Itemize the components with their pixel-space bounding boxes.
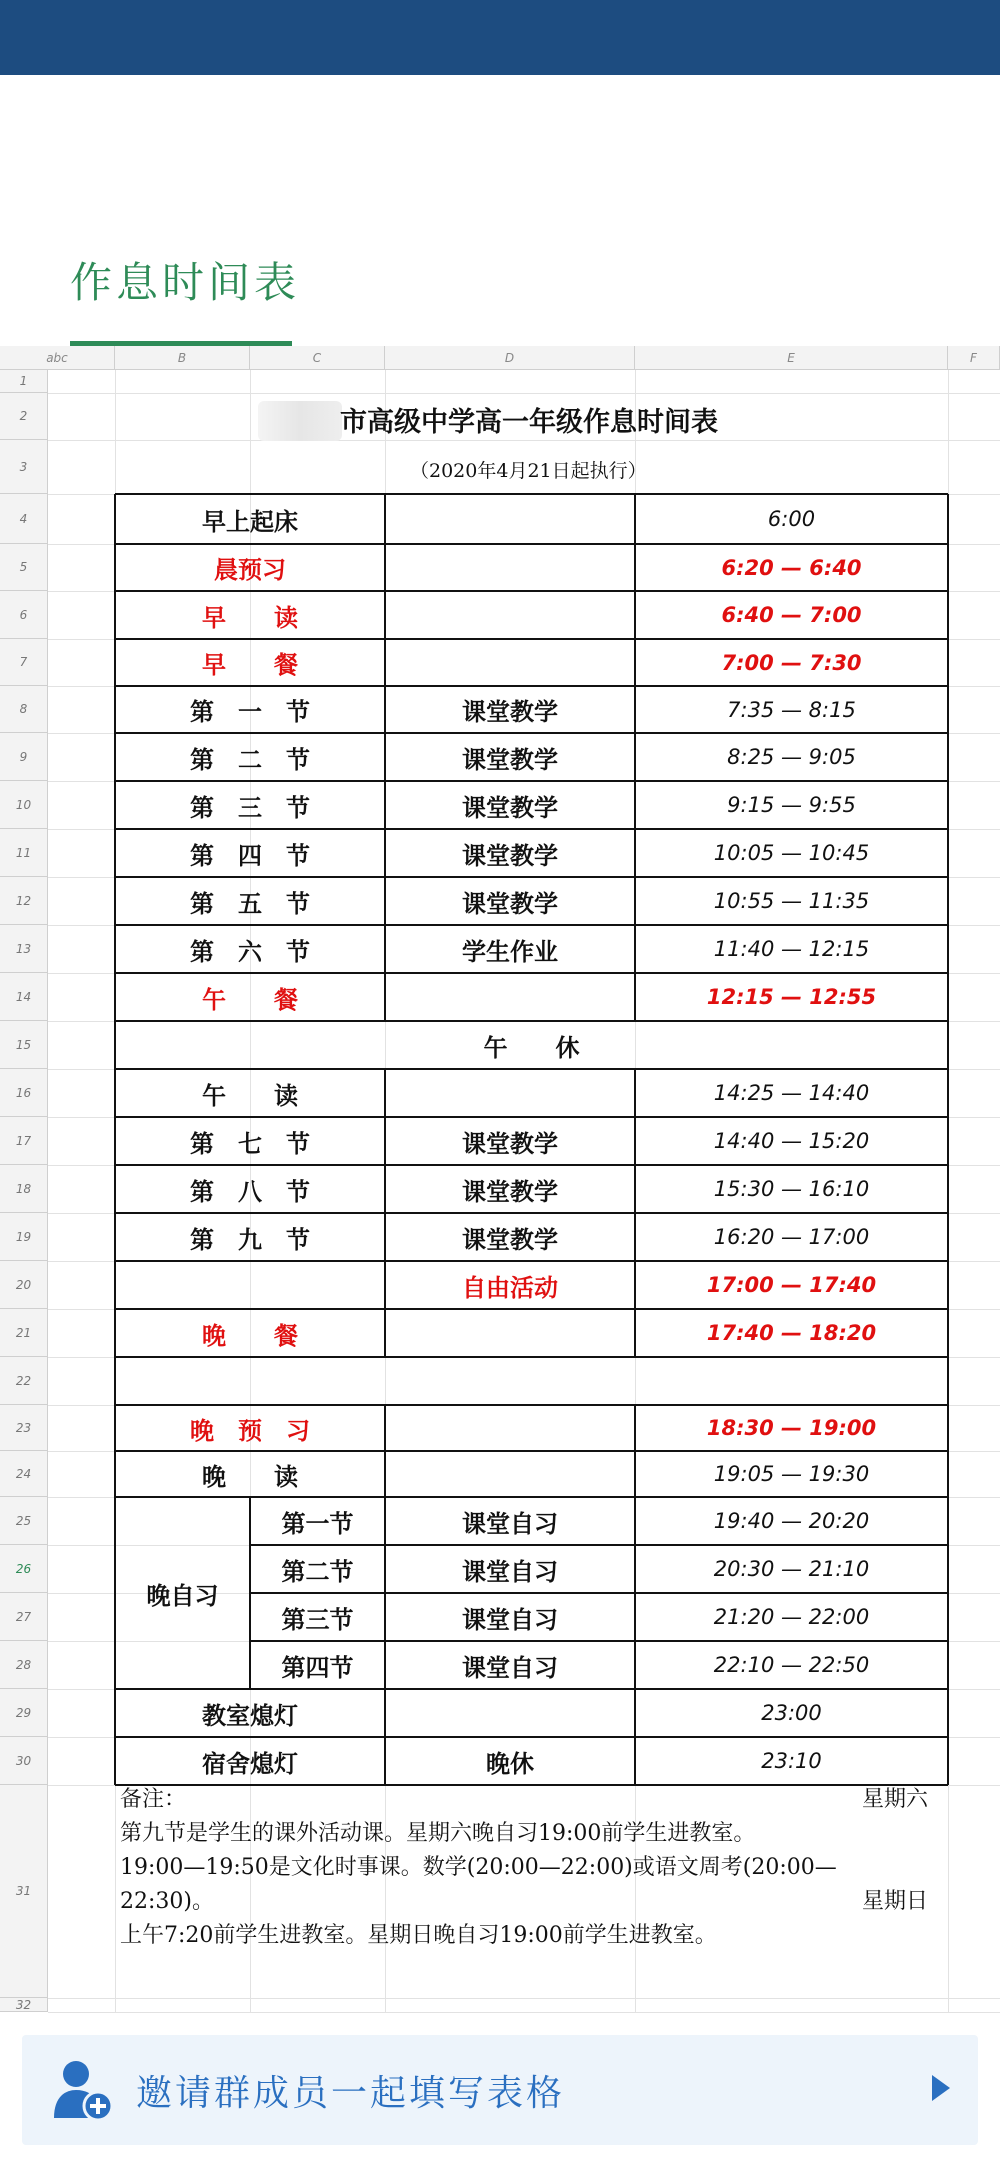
- row-header[interactable]: 29: [0, 1689, 48, 1737]
- schedule-name-cell[interactable]: 宿舍熄灯: [202, 1748, 298, 1778]
- table-border: [384, 591, 386, 639]
- row-header[interactable]: 4: [0, 494, 48, 544]
- notes: [120, 1783, 940, 1953]
- invite-members-button[interactable]: [22, 2035, 978, 2145]
- table-border: [115, 1688, 948, 1690]
- schedule-name-cell[interactable]: 第 八 节: [190, 1176, 310, 1206]
- table-border: [115, 732, 948, 734]
- schedule-activity-cell[interactable]: 课堂教学: [462, 697, 558, 726]
- evening-study-label[interactable]: 晚自习: [146, 1580, 219, 1610]
- row-header[interactable]: 15: [0, 1021, 48, 1069]
- evening-activity-cell[interactable]: 课堂自习: [462, 1556, 558, 1586]
- row-header[interactable]: 21: [0, 1309, 48, 1357]
- row-header[interactable]: 6: [0, 591, 48, 639]
- table-border: [115, 1356, 948, 1358]
- table-border: [384, 1497, 386, 1545]
- row-header[interactable]: 26: [0, 1545, 48, 1593]
- row-header[interactable]: 22: [0, 1357, 48, 1405]
- schedule-activity-cell[interactable]: 课堂教学: [462, 744, 558, 774]
- column-header[interactable]: D: [385, 346, 635, 370]
- table-border: [115, 924, 948, 926]
- row-header[interactable]: 20: [0, 1261, 48, 1309]
- table-border: [634, 1261, 636, 1309]
- table-border: [384, 1545, 386, 1593]
- table-border: [384, 877, 386, 925]
- table-border: [115, 685, 948, 687]
- table-border: [947, 494, 949, 1785]
- table-border: [384, 544, 386, 591]
- row-header[interactable]: 19: [0, 1213, 48, 1261]
- table-border: [384, 1593, 386, 1641]
- row-header[interactable]: 28: [0, 1641, 48, 1689]
- table-border: [115, 876, 948, 878]
- schedule-activity-cell[interactable]: [385, 1405, 635, 1451]
- schedule-name-cell[interactable]: 早上起床: [202, 506, 298, 536]
- evening-time-cell[interactable]: 19:40 — 20:20: [713, 1509, 870, 1533]
- notes-heading: 备注：: [120, 1787, 187, 1812]
- schedule-activity-cell[interactable]: [385, 591, 635, 639]
- schedule-name-cell[interactable]: 第 六 节: [190, 936, 310, 966]
- schedule-activity-cell[interactable]: [385, 639, 635, 686]
- row-header[interactable]: 13: [0, 925, 48, 973]
- row-header[interactable]: 3: [0, 440, 48, 494]
- table-border: [384, 1405, 386, 1451]
- table-border: [634, 639, 636, 686]
- table-border: [634, 1069, 636, 1117]
- table-border: [384, 639, 386, 686]
- table-border: [384, 1261, 386, 1309]
- table-border: [384, 686, 386, 733]
- schedule-name-cell[interactable]: 晨预习: [214, 555, 286, 584]
- table-border: [634, 1451, 636, 1497]
- row-header[interactable]: 5: [0, 544, 48, 591]
- top-bar: [0, 0, 1000, 75]
- gridline: [48, 393, 1000, 394]
- column-header[interactable]: B: [115, 346, 250, 370]
- row-header[interactable]: 31: [0, 1785, 48, 1998]
- schedule-name-cell[interactable]: 早 餐: [202, 650, 298, 679]
- evening-time-cell[interactable]: 22:10 — 22:50: [713, 1653, 870, 1677]
- schedule-time-cell[interactable]: 17:40 — 18:20: [706, 1321, 877, 1345]
- schedule-activity-cell[interactable]: [385, 1689, 635, 1737]
- table-border: [115, 1068, 948, 1070]
- schedule-time-cell[interactable]: 6:00: [767, 507, 816, 531]
- notes-line: 上午7:20前学生进教室。星期日晚自习19:00前学生进教室。: [120, 1923, 717, 1948]
- schedule-name-cell[interactable]: [115, 1261, 385, 1309]
- evening-period-cell[interactable]: 第四节: [281, 1652, 354, 1682]
- table-border: [634, 1689, 636, 1737]
- nap-cell[interactable]: 午 休: [483, 1032, 580, 1062]
- schedule-name-cell[interactable]: 第 九 节: [190, 1224, 310, 1254]
- table-border: [115, 1260, 948, 1262]
- row-header[interactable]: 1: [0, 370, 48, 393]
- schedule-time-cell[interactable]: 23:10: [761, 1749, 822, 1773]
- schedule-time-cell[interactable]: 10:05 — 10:45: [713, 841, 870, 865]
- evening-activity-cell[interactable]: 课堂自习: [462, 1508, 558, 1538]
- table-border: [115, 1212, 948, 1214]
- column-header[interactable]: F: [948, 346, 1000, 370]
- table-border: [115, 638, 948, 640]
- column-header[interactable]: C: [250, 346, 385, 370]
- schedule-activity-cell[interactable]: 课堂教学: [462, 840, 558, 870]
- table-border: [384, 1165, 386, 1213]
- row-header[interactable]: 18: [0, 1165, 48, 1213]
- row-header[interactable]: 12: [0, 877, 48, 925]
- row-header[interactable]: 30: [0, 1737, 48, 1785]
- schedule-activity-cell[interactable]: 课堂教学: [462, 792, 558, 822]
- table-border: [384, 733, 386, 781]
- sheet-subtitle: （2020年4月21日起执行）: [410, 460, 647, 482]
- table-border: [115, 493, 948, 495]
- schedule-time-cell[interactable]: 16:20 — 17:00: [713, 1225, 870, 1249]
- evening-activity-cell[interactable]: 课堂自习: [462, 1652, 558, 1682]
- schedule-activity-cell[interactable]: [385, 1451, 635, 1497]
- row-header[interactable]: 8: [0, 686, 48, 733]
- table-border: [634, 1545, 636, 1593]
- row-header[interactable]: 17: [0, 1117, 48, 1165]
- redacted-text: [258, 401, 342, 441]
- table-border: [384, 1213, 386, 1261]
- schedule-time-cell[interactable]: 8:25 — 9:05: [727, 745, 856, 769]
- notes-line: 19:00—19:50是文化时事课。数学(20:00—22:00)或语文周考(20:00—: [120, 1855, 837, 1880]
- notes-line: 22:30)。: [120, 1889, 214, 1914]
- schedule-time-cell[interactable]: 23:00: [761, 1701, 822, 1725]
- table-border: [634, 591, 636, 639]
- evening-time-cell[interactable]: 21:20 — 22:00: [713, 1605, 870, 1629]
- table-border: [634, 925, 636, 973]
- schedule-activity-cell[interactable]: 自由活动: [462, 1272, 558, 1302]
- schedule-time-cell[interactable]: 19:05 — 19:30: [713, 1462, 870, 1486]
- schedule-time-cell[interactable]: 12:15 — 12:55: [706, 985, 877, 1009]
- schedule-name-cell[interactable]: 晚 读: [202, 1461, 298, 1491]
- notes-line: 第九节是学生的课外活动课。星期六晚自习19:00前学生进教室。: [120, 1821, 756, 1846]
- table-border: [384, 829, 386, 877]
- table-border: [634, 781, 636, 829]
- schedule-activity-cell[interactable]: [385, 544, 635, 591]
- chevron-right-icon: [932, 2075, 950, 2101]
- table-border: [384, 1737, 386, 1785]
- evening-period-cell[interactable]: 第一节: [281, 1508, 354, 1538]
- table-border: [115, 828, 948, 830]
- table-border: [384, 1689, 386, 1737]
- row-header[interactable]: 16: [0, 1069, 48, 1117]
- row-header[interactable]: 25: [0, 1497, 48, 1545]
- table-border: [634, 1737, 636, 1785]
- table-border: [634, 544, 636, 591]
- table-border: [634, 733, 636, 781]
- schedule-name-cell[interactable]: 第 二 节: [190, 744, 310, 774]
- table-border: [384, 1641, 386, 1689]
- row-header[interactable]: 32: [0, 1998, 48, 2012]
- schedule-activity-cell[interactable]: 课堂教学: [462, 1224, 558, 1254]
- table-border: [115, 1308, 948, 1310]
- schedule-time-cell[interactable]: 10:55 — 11:35: [713, 889, 870, 913]
- table-border: [384, 925, 386, 973]
- table-border: [634, 494, 636, 544]
- schedule-activity-cell[interactable]: [385, 1069, 635, 1117]
- schedule-name-cell[interactable]: 午 读: [202, 1080, 298, 1110]
- evening-period-cell[interactable]: 第二节: [281, 1556, 354, 1586]
- schedule-name-cell[interactable]: 晚 预 习: [190, 1415, 310, 1445]
- row-header[interactable]: 10: [0, 781, 48, 829]
- schedule-name-cell[interactable]: 晚 餐: [202, 1320, 298, 1350]
- schedule-name-cell[interactable]: 早 读: [202, 602, 298, 632]
- table-border: [634, 829, 636, 877]
- table-border: [634, 1117, 636, 1165]
- schedule-time-cell[interactable]: 14:40 — 15:20: [713, 1129, 870, 1153]
- row-header[interactable]: 11: [0, 829, 48, 877]
- schedule-time-cell[interactable]: 7:35 — 8:15: [727, 697, 856, 722]
- schedule-activity-cell[interactable]: 课堂教学: [462, 888, 558, 918]
- schedule-time-cell[interactable]: 14:25 — 14:40: [713, 1081, 870, 1105]
- schedule-time-cell[interactable]: 7:00 — 7:30: [721, 650, 862, 675]
- table-border: [115, 780, 948, 782]
- table-border: [115, 1736, 948, 1738]
- schedule-name-cell[interactable]: 教室熄灯: [202, 1700, 298, 1730]
- schedule-time-cell[interactable]: 9:15 — 9:55: [727, 793, 856, 817]
- table-border: [114, 494, 116, 1785]
- table-border: [634, 1497, 636, 1545]
- add-user-icon: [52, 2058, 116, 2122]
- schedule-activity-cell[interactable]: [385, 973, 635, 1021]
- row-header[interactable]: 23: [0, 1405, 48, 1451]
- schedule-time-cell[interactable]: 11:40 — 12:15: [713, 937, 870, 961]
- table-border: [115, 1164, 948, 1166]
- row-header[interactable]: 24: [0, 1451, 48, 1497]
- schedule-time-cell[interactable]: 17:00 — 17:40: [706, 1273, 877, 1297]
- table-border: [634, 686, 636, 733]
- schedule-activity-cell[interactable]: 课堂教学: [462, 1128, 558, 1158]
- notes-saturday: 星期六: [861, 1787, 928, 1812]
- table-border: [115, 1450, 948, 1452]
- schedule-activity-cell[interactable]: 晚休: [486, 1748, 534, 1778]
- table-border: [384, 781, 386, 829]
- column-header[interactable]: abc: [0, 346, 115, 370]
- table-border: [384, 1309, 386, 1357]
- table-border: [634, 1405, 636, 1451]
- sheet-title: 市高级中学高一年级作息时间表: [340, 407, 718, 438]
- schedule-time-cell[interactable]: 15:30 — 16:10: [713, 1177, 870, 1201]
- table-border: [115, 972, 948, 974]
- table-border: [115, 543, 948, 545]
- column-header[interactable]: E: [635, 346, 948, 370]
- schedule-time-cell[interactable]: 6:20 — 6:40: [721, 555, 862, 580]
- table-border: [115, 590, 948, 592]
- gridline: [48, 2012, 1000, 2013]
- invite-label: 邀请群成员一起填写表格: [136, 2072, 566, 2114]
- gridline: [48, 1998, 1000, 1999]
- schedule-activity-cell[interactable]: [385, 1309, 635, 1357]
- schedule-name-cell[interactable]: 第 一 节: [190, 697, 310, 726]
- row-header[interactable]: 7: [0, 639, 48, 686]
- table-border: [115, 1116, 948, 1118]
- schedule-time-cell[interactable]: 18:30 — 19:00: [706, 1416, 877, 1440]
- schedule-time-cell[interactable]: 6:40 — 7:00: [721, 603, 862, 627]
- table-border: [384, 973, 386, 1021]
- sheet-tab[interactable]: 作息时间表: [70, 258, 301, 307]
- table-border: [634, 1641, 636, 1689]
- schedule-activity-cell[interactable]: 学生作业: [462, 936, 558, 966]
- schedule-name-cell[interactable]: 第 四 节: [190, 840, 310, 870]
- table-border: [634, 1213, 636, 1261]
- table-border: [384, 1117, 386, 1165]
- row-header[interactable]: 2: [0, 393, 48, 440]
- row-header[interactable]: 27: [0, 1593, 48, 1641]
- table-border: [384, 1451, 386, 1497]
- schedule-activity-cell[interactable]: [385, 494, 635, 544]
- schedule-activity-cell[interactable]: 课堂教学: [462, 1176, 558, 1206]
- schedule-name-cell[interactable]: 第 五 节: [190, 888, 310, 918]
- table-border: [634, 877, 636, 925]
- notes-sunday: 星期日: [861, 1889, 928, 1914]
- table-border: [634, 1309, 636, 1357]
- schedule-name-cell[interactable]: 第 七 节: [190, 1128, 310, 1158]
- table-border: [115, 1404, 948, 1406]
- evening-time-cell[interactable]: 20:30 — 21:10: [713, 1557, 870, 1581]
- evening-period-cell[interactable]: 第三节: [281, 1604, 354, 1634]
- schedule-name-cell[interactable]: 第 三 节: [190, 792, 310, 822]
- table-border: [634, 973, 636, 1021]
- gridline: [48, 440, 1000, 441]
- table-border: [634, 1165, 636, 1213]
- evening-activity-cell[interactable]: 课堂自习: [462, 1604, 558, 1634]
- table-border: [634, 1593, 636, 1641]
- table-border: [384, 1069, 386, 1117]
- schedule-name-cell[interactable]: 午 餐: [202, 984, 298, 1014]
- row-header[interactable]: 9: [0, 733, 48, 781]
- row-header[interactable]: 14: [0, 973, 48, 1021]
- table-border: [384, 494, 386, 544]
